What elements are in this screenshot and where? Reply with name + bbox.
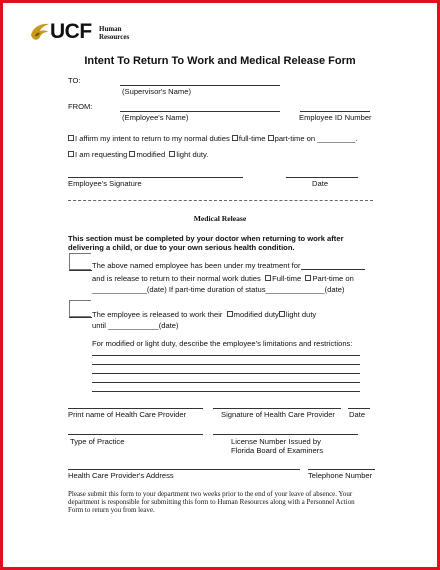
requesting-row: [68, 150, 208, 159]
to-label: TO:: [68, 76, 81, 85]
type-of-practice-caption: Type of Practice: [70, 437, 125, 446]
footer-line2: department is responsible for submitting this form to Human Resources along with a Personnel Action: [68, 498, 355, 506]
employee-date-caption: Date: [312, 179, 329, 188]
logo-dept-line2: Resources: [99, 33, 130, 41]
instruction-line2: delivering a child, or due to your own serious health condition.: [68, 243, 295, 252]
license-caption-line2: Florida Board of Examiners: [231, 446, 324, 455]
telephone-caption: Telephone Number: [308, 471, 373, 480]
affirm-checkbox[interactable]: [68, 135, 74, 141]
parttime-checkbox[interactable]: [268, 135, 274, 141]
fulltime-label: full-time: [238, 134, 266, 143]
item2-line1: [92, 310, 316, 319]
footer-line1: Please submit this form to your department two weeks prior to the end of your leave of absence. Your: [68, 490, 353, 498]
item2-light-checkbox[interactable]: [279, 311, 285, 317]
limitations-line-2[interactable]: [92, 364, 360, 365]
initial-box-2[interactable]: [69, 300, 91, 317]
pegasus-logo-icon: [29, 21, 51, 43]
employee-signature-field[interactable]: [68, 177, 243, 178]
logo-dept-line1: Human: [99, 25, 122, 33]
supervisor-caption: (Supervisor's Name): [122, 87, 191, 96]
item2-modified-label: modified duty: [233, 310, 279, 319]
provider-date-field[interactable]: [348, 408, 370, 409]
initial-box-1[interactable]: [69, 253, 91, 270]
license-number-field[interactable]: [213, 434, 358, 435]
limitations-line-5[interactable]: [92, 391, 360, 392]
footer-line3: Form to return you from leave.: [68, 506, 155, 514]
provider-date-caption: Date: [349, 410, 366, 419]
fulltime-checkbox[interactable]: [232, 135, 238, 141]
item1-line2: [92, 274, 354, 283]
provider-name-field[interactable]: [68, 408, 203, 409]
limitations-prompt: For modified or light duty, describe the employee's limitations and restrictions:: [92, 339, 353, 348]
instruction-line1: This section must be completed by your doctor when returning to work after: [68, 234, 344, 243]
item2-modified-checkbox[interactable]: [227, 311, 233, 317]
employee-id-caption: Employee ID Number: [299, 113, 372, 122]
logo-brand: UCF: [50, 20, 92, 43]
item1-line1-text: The above named employee has been under my treatment for: [92, 261, 301, 270]
treatment-field[interactable]: [301, 269, 365, 270]
light-duty-label: light duty.: [176, 150, 209, 159]
section-divider: [68, 200, 373, 201]
license-caption-line1: License Number Issued by: [231, 437, 321, 446]
item1-fulltime-checkbox[interactable]: [265, 275, 271, 281]
employee-signature-caption: Employee's Signature: [68, 179, 142, 188]
employee-caption: (Employee's Name): [122, 113, 189, 122]
supervisor-name-field[interactable]: [120, 85, 280, 86]
limitations-line-3[interactable]: [92, 373, 360, 374]
modified-label: modified: [136, 150, 166, 159]
modified-checkbox[interactable]: [129, 151, 135, 157]
initial-box-2-underline: [69, 317, 92, 318]
item2-line1-text: The employee is released to work their: [92, 310, 223, 319]
employee-date-field[interactable]: [286, 177, 358, 178]
from-label: FROM:: [68, 102, 93, 111]
form-title: Intent To Return To Work and Medical Release Form: [84, 55, 356, 67]
provider-signature-caption: Signature of Health Care Provider: [221, 410, 335, 419]
requesting-checkbox[interactable]: [68, 151, 74, 157]
employee-id-field[interactable]: [300, 111, 370, 112]
provider-address-caption: Health Care Provider's Address: [68, 471, 174, 480]
item2-light-label: light duty: [285, 310, 317, 319]
limitations-line-1[interactable]: [92, 355, 360, 356]
item2-line2: until ____________(date): [92, 321, 179, 330]
item1-line2-text: and is release to return to their normal work duties: [92, 274, 261, 283]
provider-signature-field[interactable]: [213, 408, 341, 409]
parttime-label: part-time on _________.: [274, 134, 358, 143]
affirm-text: I affirm my intent to return to my normal duties: [75, 134, 230, 143]
telephone-field[interactable]: [308, 469, 375, 470]
employee-name-field[interactable]: [120, 111, 280, 112]
provider-address-field[interactable]: [68, 469, 300, 470]
limitations-line-4[interactable]: [92, 382, 360, 383]
item1-parttime-checkbox[interactable]: [305, 275, 311, 281]
item1-line3: _____________(date) If part-time duration of status______________(date): [92, 285, 345, 294]
medical-release-heading: Medical Release: [193, 214, 247, 223]
item1-parttime-label: Part-time on: [312, 274, 354, 283]
initial-box-1-underline: [69, 270, 92, 271]
item1-line1: [92, 261, 301, 270]
affirm-row: [68, 134, 357, 143]
provider-name-caption: Print name of Health Care Provider: [68, 410, 187, 419]
light-duty-checkbox[interactable]: [169, 151, 175, 157]
type-of-practice-field[interactable]: [68, 434, 203, 435]
item1-fulltime-label: Full-time: [272, 274, 302, 283]
requesting-text: I am requesting: [75, 150, 128, 159]
